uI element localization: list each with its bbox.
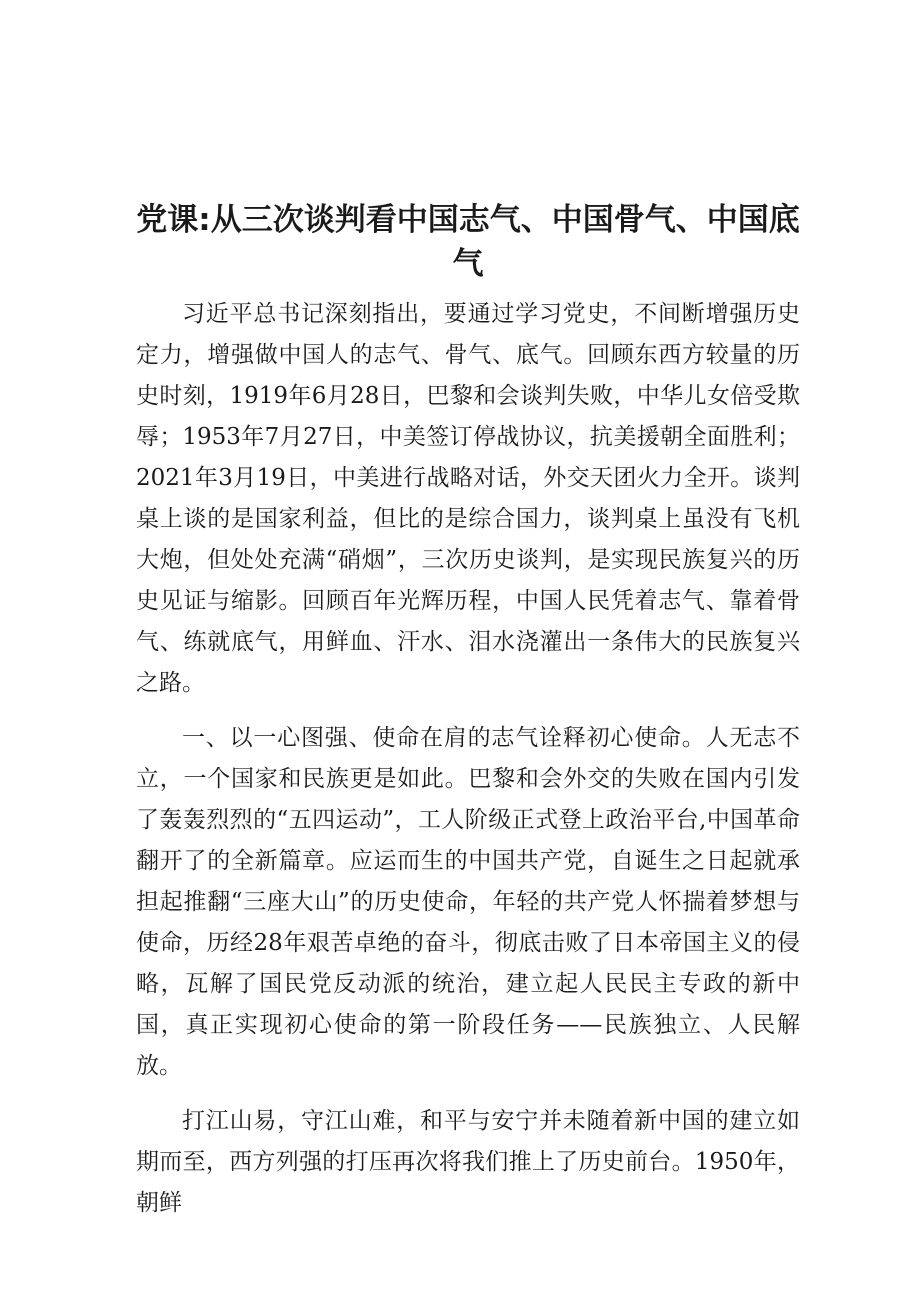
document-body	[136, 198, 800, 1238]
document-title: 党课:从三次谈判看中国志气、中国骨气、中国底气	[136, 202, 800, 282]
paragraph-continuation: 打江山易，守江山难，和平与安宁并未随着新中国的建立如期而至，西方列强的打压再次将我们推上了历史前台。1950年，朝鲜	[136, 1108, 800, 1216]
paragraph-section-one: 一、以一心图强、使命在肩的志气诠释初心使命。人无志不立，一个国家和民族更是如此。巴黎和会外交的失败在国内引发了轰轰烈烈的“五四运动”，工人阶级正式登上政治平台,中国革命翻开了的全新篇章。应运而生的中国共产党，自诞生之日起就承担起推翻“三座大山”的历史使命，年轻的共产党人怀揣着梦想与使命，历经28年艰苦卓绝的奋斗，彻底击败了日本帝国主义的侵略，瓦解了国民党反动派的统治，建立起人民民主专政的新中国，真正实现初心使命的第一阶段任务——民族独立、人民解放。	[136, 725, 800, 1079]
paragraph-intro: 习近平总书记深刻指出，要通过学习党史，不间断增强历史定力，增强做中国人的志气、骨气、底气。回顾东西方较量的历史时刻，1919年6月28日，巴黎和会谈判失败，中华儿女倍受欺辱；1953年7月27日，中美签订停战协议，抗美援朝全面胜利；2021年3月19日，中美进行战略对话，外交天团火力全开。谈判桌上谈的是国家利益，但比的是综合国力，谈判桌上虽没有飞机大炮，但处处充满“硝烟”，三次历史谈判，是实现民族复兴的历史见证与缩影。回顾百年光辉历程，中国人民凭着志气、靠着骨气、练就底气，用鲜血、汗水、泪水浇灌出一条伟大的民族复兴之路。	[136, 301, 800, 696]
